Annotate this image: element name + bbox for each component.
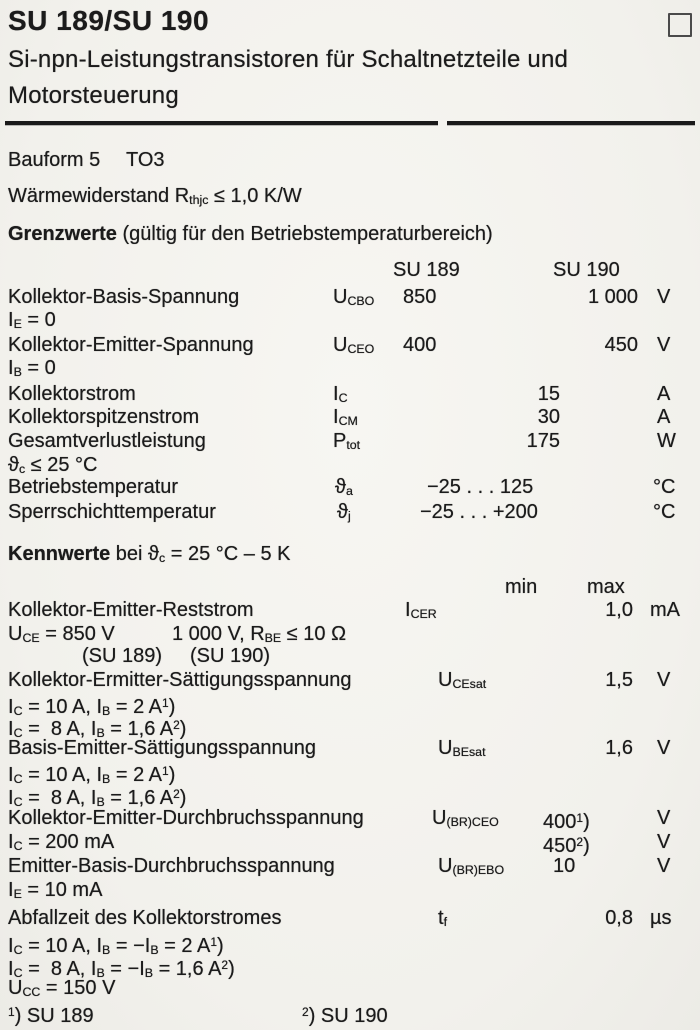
condition-text: $I_C = 8$ A, $I_B = 1,6$ $A^2$) bbox=[8, 787, 187, 810]
row-symbol: $U_{BEsat}$ bbox=[438, 737, 486, 760]
row-unit: A bbox=[657, 383, 671, 405]
row-value-max: 0,8 bbox=[605, 907, 633, 929]
row-value: −25 . . . +200 bbox=[420, 501, 538, 523]
condition-text: $U_{CE} = 850$ V bbox=[8, 623, 115, 646]
grenzwerte-heading-bold: Grenzwerte bbox=[8, 223, 117, 245]
condition-text: (SU 189) bbox=[82, 645, 163, 667]
condition-text: $I_C = 8$ A, $I_B = 1,6$ $A^2$) bbox=[8, 718, 187, 741]
row-unit: W bbox=[657, 430, 676, 452]
row-unit: °C bbox=[653, 476, 676, 498]
column-header-min: min bbox=[505, 576, 538, 598]
footnote-2: $^2$) SU 190 bbox=[302, 1005, 388, 1027]
condition-text: $I_E = 10$ mA bbox=[8, 879, 103, 902]
kennwerte-heading-bold: Kennwerte bbox=[8, 543, 111, 565]
condition-text: $I_C = 200$ mA bbox=[8, 831, 115, 854]
condition-text: $I_C = 10$ A, $I_B = 2$ $A^1$) bbox=[8, 764, 176, 787]
row-value-su189: 400 bbox=[403, 334, 437, 356]
row-symbol: $I_{CER}$ bbox=[405, 599, 437, 622]
condition-text: (SU 190) bbox=[190, 645, 271, 667]
grenzwerte-heading-rest: (gültig für den Betriebstemperaturbereich) bbox=[116, 223, 493, 245]
row-symbol: $ϑ_j$ bbox=[337, 501, 351, 524]
row-label: Betriebstemperatur bbox=[8, 476, 179, 498]
row-value: −25 . . . 125 bbox=[427, 476, 534, 498]
row-label: Kollektor-Emitter-Reststrom bbox=[8, 599, 254, 621]
column-header-su189: SU 189 bbox=[393, 259, 460, 281]
row-unit: V bbox=[657, 737, 671, 759]
page-subtitle: Si-npn-Leistungstransistoren für Schaltnetzteile und Motorsteuerung bbox=[8, 46, 569, 109]
row-unit: V bbox=[657, 669, 671, 691]
divider-right bbox=[447, 121, 695, 125]
row-label: Sperrschichttemperatur bbox=[8, 501, 216, 523]
thermal-resistance-text: Wärmewiderstand $R_{thjc} \le 1,0$ K/W bbox=[8, 185, 302, 208]
row-symbol: $U_{CEO}$ bbox=[333, 334, 375, 357]
row-value-su190: 1 000 bbox=[587, 286, 638, 308]
row-symbol: $U_{(BR)CEO}$ bbox=[432, 807, 499, 830]
row-unit: A bbox=[657, 406, 671, 428]
kennwerte-heading bbox=[8, 542, 700, 570]
row-value-su190: 450 bbox=[604, 334, 638, 356]
row-symbol: $U_{CEsat}$ bbox=[438, 669, 487, 692]
row-value-max: 1,6 bbox=[605, 737, 633, 759]
row-label: Kollektorspitzenstrom bbox=[8, 406, 200, 428]
row-label: Kollektor-Emitter-Durchbruchsspannung bbox=[8, 807, 364, 829]
condition-text: $I_C = 10$ A, $I_B = -I_B = 2$ $A^1$) bbox=[8, 935, 224, 958]
row-label: Gesamtverlustleistung bbox=[8, 430, 206, 452]
row-value-max: 1,5 bbox=[605, 669, 633, 691]
row-value: 30 bbox=[537, 406, 560, 428]
condition-text: $I_E = 0$ bbox=[8, 309, 56, 332]
row-symbol: $ϑ_a$ bbox=[335, 476, 353, 499]
row-unit: °C bbox=[653, 501, 676, 523]
condition-text: $I_B = 0$ bbox=[8, 357, 56, 380]
row-label: Basis-Emitter-Sättigungsspannung bbox=[8, 737, 316, 759]
row-unit: V bbox=[657, 831, 671, 853]
divider-left bbox=[5, 121, 438, 125]
condition-text: $U_{CC} = 150$ V bbox=[8, 977, 116, 1000]
column-header-su190: SU 190 bbox=[553, 259, 620, 281]
row-label: Kollektor-Emitter-Spannung bbox=[8, 334, 254, 356]
row-value: 175 bbox=[526, 430, 560, 452]
row-value-max: 1,0 bbox=[605, 599, 633, 621]
row-unit: V bbox=[657, 286, 671, 308]
row-unit: V bbox=[657, 855, 671, 877]
row-label: Kollektorstrom bbox=[8, 383, 136, 405]
row-value-min: $400^1$) bbox=[543, 811, 590, 833]
row-symbol: $I_{CM}$ bbox=[333, 406, 358, 429]
row-unit: V bbox=[657, 334, 671, 356]
row-unit: V bbox=[657, 807, 671, 829]
corner-checkbox bbox=[668, 13, 692, 37]
bauform-value: TO3 bbox=[126, 149, 165, 171]
row-symbol: $t_f$ bbox=[438, 907, 448, 930]
page-title: SU 189/SU 190 bbox=[8, 5, 210, 36]
row-value-su189: 850 bbox=[403, 286, 437, 308]
row-label: Abfallzeit des Kollektorstromes bbox=[8, 907, 282, 929]
row-symbol: $I_C$ bbox=[333, 383, 348, 406]
row-label: Kollektor-Basis-Spannung bbox=[8, 286, 240, 308]
row-label: Emitter-Basis-Durchbruchsspannung bbox=[8, 855, 335, 877]
row-value: 15 bbox=[537, 383, 560, 405]
condition-text: $I_C = 8$ A, $I_B = -I_B = 1,6$ $A^2$) bbox=[8, 958, 235, 981]
column-header-max: max bbox=[587, 576, 625, 598]
condition-text: $ϑ_c \le 25$ °C bbox=[8, 454, 98, 477]
condition-text: $I_C = 10$ A, $I_B = 2$ $A^1$) bbox=[8, 696, 176, 719]
row-unit: mA bbox=[650, 599, 680, 621]
row-symbol: $P_{tot}$ bbox=[333, 430, 361, 453]
row-value-min: $450^2$) bbox=[543, 835, 590, 857]
grenzwerte-heading bbox=[8, 222, 700, 246]
condition-text: 1 000 V, $R_{BE} \le 10$ Ω bbox=[172, 623, 347, 646]
row-symbol: $U_{CBO}$ bbox=[333, 286, 375, 309]
row-symbol: $U_{(BR)EBO}$ bbox=[438, 855, 505, 878]
footnote-1: $^1$) SU 189 bbox=[8, 1005, 94, 1027]
row-value-min: 10 bbox=[553, 855, 576, 877]
row-unit: µs bbox=[650, 907, 672, 929]
row-label: Kollektor-Ermitter-Sättigungsspannung bbox=[8, 669, 352, 691]
kennwerte-heading-rest: bei $ϑ_c = 25$ °C – 5 K bbox=[110, 543, 291, 566]
bauform-label: Bauform 5 bbox=[8, 149, 101, 171]
